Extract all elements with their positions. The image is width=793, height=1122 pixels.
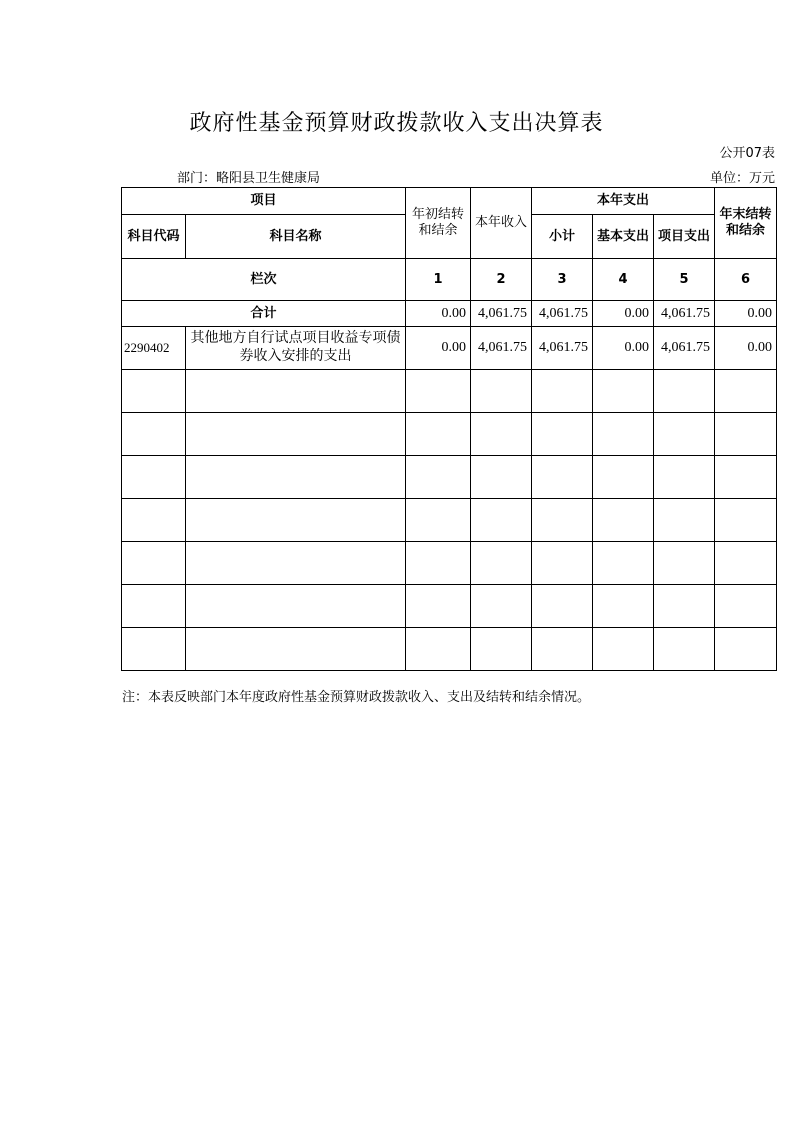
row-value: 4,061.75 [532,327,593,370]
column-number: 2 [471,259,532,301]
total-value: 4,061.75 [532,301,593,327]
empty-row [122,456,777,499]
header-opening-balance: 年初结转和结余 [406,188,471,259]
column-row-label: 栏次 [122,259,406,301]
row-code: 2290402 [122,327,186,370]
header-project: 项目支出 [654,215,715,259]
row-value: 4,061.75 [654,327,715,370]
column-number: 1 [406,259,471,301]
total-value: 4,061.75 [654,301,715,327]
column-number: 4 [593,259,654,301]
empty-row [122,499,777,542]
empty-row [122,542,777,585]
budget-table [121,187,777,671]
footnote: 注：本表反映部门本年度政府性基金预算财政拨款收入、支出及结转和结余情况。 [122,689,591,704]
header-basic: 基本支出 [593,215,654,259]
empty-row [122,413,777,456]
column-number: 3 [532,259,593,301]
empty-row [122,628,777,671]
column-number-row [122,259,777,301]
header-subtotal: 小计 [532,215,593,259]
total-value: 0.00 [715,301,777,327]
total-value: 4,061.75 [471,301,532,327]
header-closing-balance: 年末结转和结余 [715,188,777,259]
table-row [122,327,777,370]
header-expenditure: 本年支出 [532,188,715,215]
row-value: 0.00 [593,327,654,370]
header-income: 本年收入 [471,188,532,259]
row-value: 0.00 [715,327,777,370]
total-label: 合计 [122,301,406,327]
total-value: 0.00 [406,301,471,327]
unit-label: 单位：万元 [709,171,775,186]
empty-row [122,370,777,413]
header-name: 科目名称 [186,215,406,259]
total-row [122,301,777,327]
header-code: 科目代码 [122,215,186,259]
total-value: 0.00 [593,301,654,327]
row-value: 0.00 [406,327,471,370]
row-value: 4,061.75 [471,327,532,370]
form-code: 公开07表 [719,146,775,161]
empty-row [122,585,777,628]
header-item: 项目 [122,188,406,215]
page-title: 政府性基金预算财政拨款收入支出决算表 [189,111,604,136]
row-name: 其他地方自行试点项目收益专项债券收入安排的支出 [186,327,406,370]
column-number: 6 [715,259,777,301]
column-number: 5 [654,259,715,301]
department-label: 部门：略阳县卫生健康局 [177,171,321,186]
